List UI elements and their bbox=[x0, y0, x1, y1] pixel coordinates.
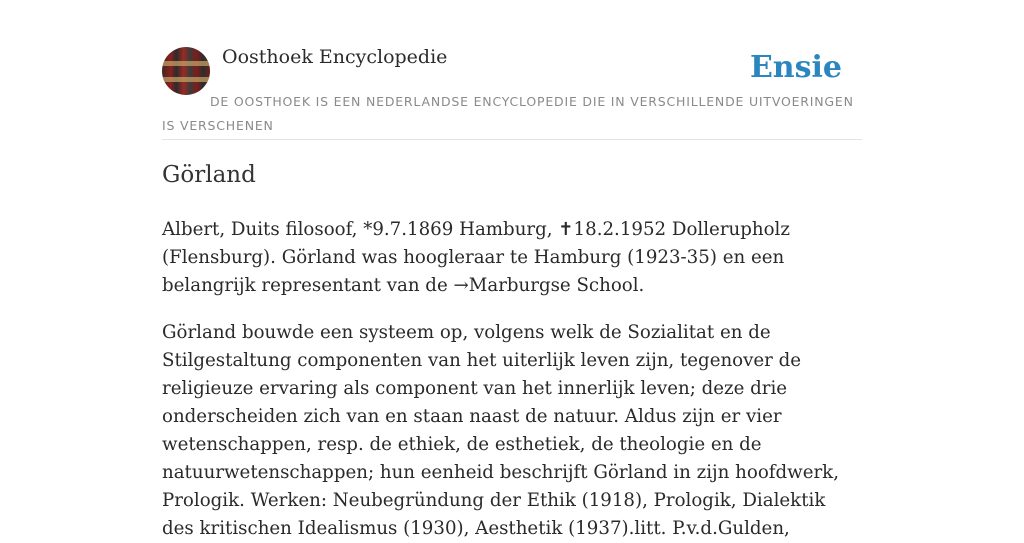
article-paragraph-1: Albert, Duits filosoof, *9.7.1869 Hamburg, ✝18.2.1952 Dollerupholz (Flensburg). Görland was hoogleraar te Hamburg (1923-35) en een belangrijk representant van de →Marburgse School. bbox=[162, 219, 790, 296]
article-paragraph-2: Görland bouwde een systeem op, volgens welk de Sozialitat en de Stilgestaltung componenten van het uiterlijk leven zijn, tegenover de religieuze ervaring als component van het innerlijk leven; deze drie onderscheiden zich van en staan naast de natuur. Aldus zijn er vier wetenschappen, resp. de ethiek, de esthetiek, de theologie en de natuurwetenschappen; hun eenheid beschrijft Görland in zijn hoofdwerk, Prologik. Werken: Neubegründung der Ethik (1918), Prologik, Dialektik des kritischen Idealismus (1930), Aesthetik (1937).litt. P.v.d.Gulden, bbox=[162, 322, 839, 539]
site-name[interactable]: Oosthoek Encyclopedie bbox=[222, 46, 448, 68]
brand-logo[interactable]: Ensie bbox=[749, 50, 842, 85]
site-header bbox=[162, 0, 862, 140]
page-container bbox=[162, 0, 862, 539]
site-tagline: DE OOSTHOEK IS EEN NEDERLANDSE ENCYCLOPEDIE DIE IN VERSCHILLENDE UITVOERINGEN IS VERSCHENEN bbox=[162, 94, 854, 133]
site-avatar[interactable] bbox=[162, 47, 210, 95]
article-title: Görland bbox=[162, 162, 256, 188]
